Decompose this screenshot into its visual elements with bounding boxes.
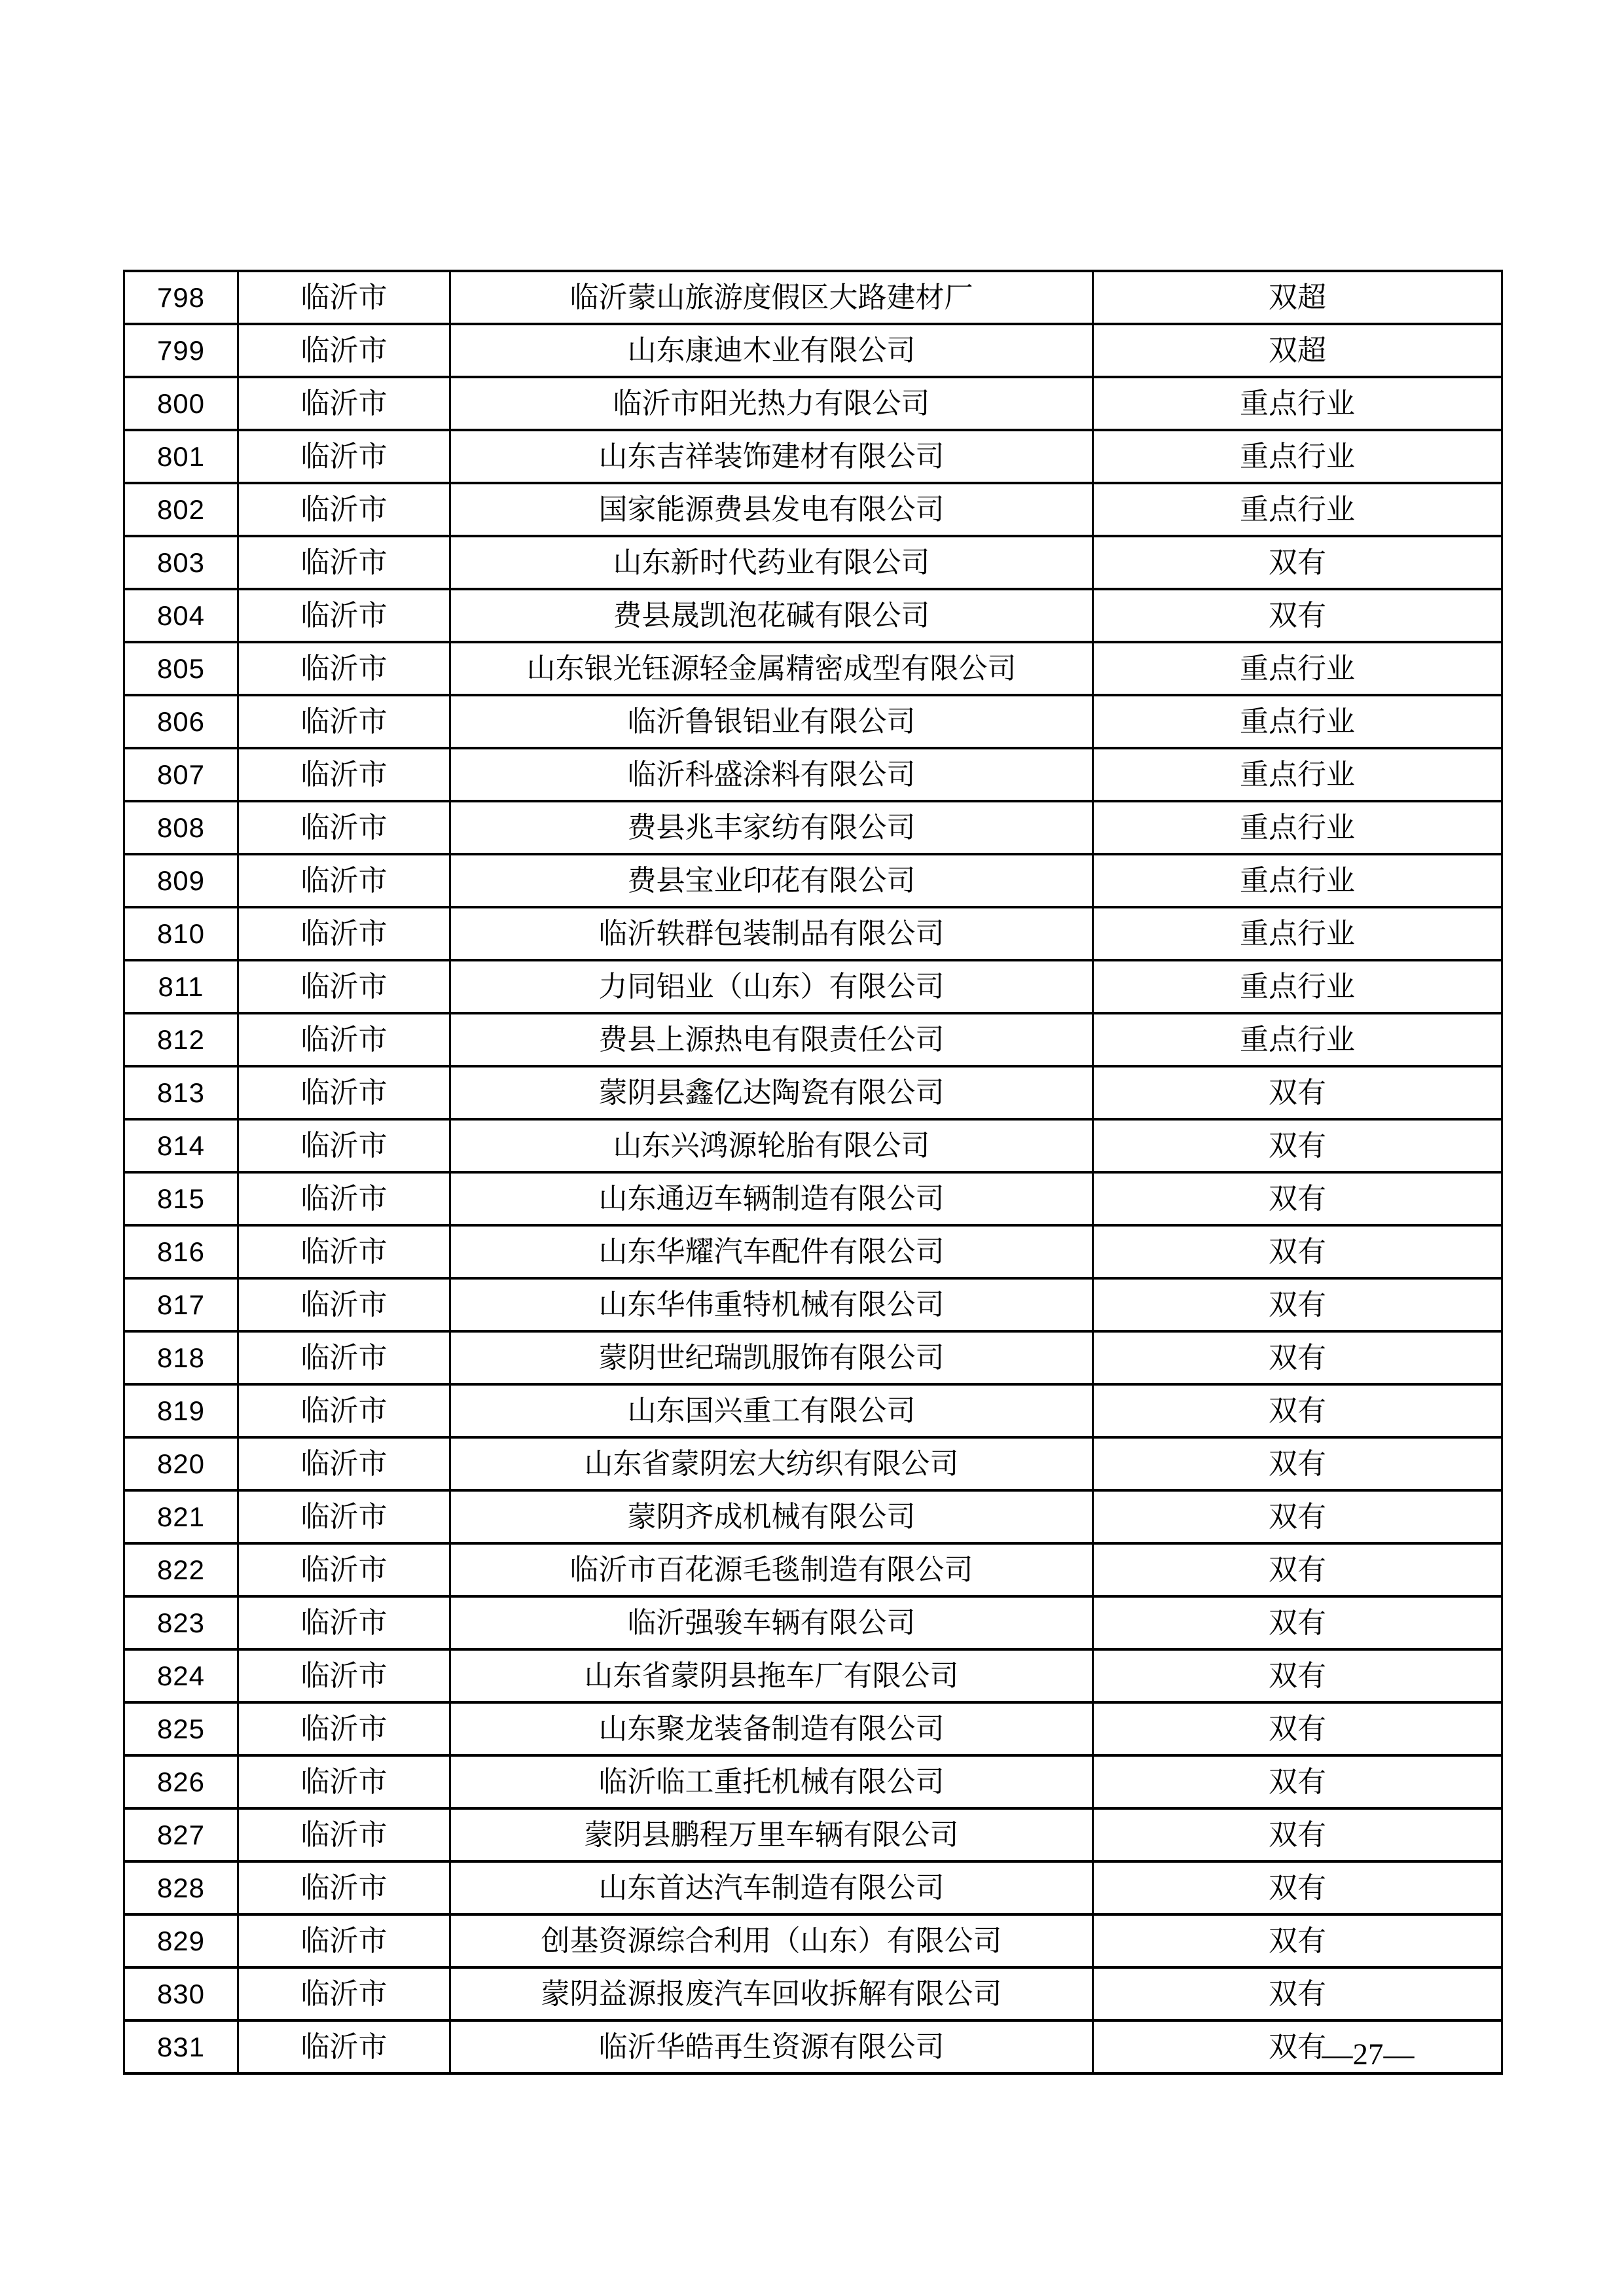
row-number-cell: 821 xyxy=(124,1490,238,1543)
city-cell: 临沂市 xyxy=(238,907,450,960)
row-number-cell: 798 xyxy=(124,271,238,324)
company-name-cell: 国家能源费县发电有限公司 xyxy=(450,483,1093,536)
category-cell: 双有 xyxy=(1093,1172,1502,1225)
table-row xyxy=(124,1649,1502,1702)
city-cell: 临沂市 xyxy=(238,377,450,430)
city-cell: 临沂市 xyxy=(238,536,450,589)
company-table-body xyxy=(124,271,1502,2073)
row-number-cell: 830 xyxy=(124,1967,238,2020)
row-number-cell: 817 xyxy=(124,1278,238,1331)
category-cell: 双有 xyxy=(1093,1543,1502,1596)
table-row xyxy=(124,324,1502,377)
company-name-cell: 山东华耀汽车配件有限公司 xyxy=(450,1225,1093,1278)
table-row xyxy=(124,1119,1502,1172)
city-cell: 临沂市 xyxy=(238,1596,450,1649)
row-number-cell: 815 xyxy=(124,1172,238,1225)
company-name-cell: 临沂鲁银铝业有限公司 xyxy=(450,695,1093,748)
city-cell: 临沂市 xyxy=(238,1702,450,1755)
city-cell: 临沂市 xyxy=(238,1278,450,1331)
row-number-cell: 814 xyxy=(124,1119,238,1172)
company-name-cell: 山东新时代药业有限公司 xyxy=(450,536,1093,589)
row-number-cell: 831 xyxy=(124,2020,238,2073)
company-name-cell: 临沂科盛涂料有限公司 xyxy=(450,748,1093,801)
city-cell: 临沂市 xyxy=(238,483,450,536)
category-cell: 双有 xyxy=(1093,1225,1502,1278)
row-number-cell: 804 xyxy=(124,589,238,642)
company-name-cell: 费县宝业印花有限公司 xyxy=(450,854,1093,907)
category-cell: 双有 xyxy=(1093,1384,1502,1437)
city-cell: 临沂市 xyxy=(238,1013,450,1066)
row-number-cell: 824 xyxy=(124,1649,238,1702)
table-row xyxy=(124,271,1502,324)
company-name-cell: 山东兴鸿源轮胎有限公司 xyxy=(450,1119,1093,1172)
company-name-cell: 蒙阴益源报废汽车回收拆解有限公司 xyxy=(450,1967,1093,2020)
table-row xyxy=(124,483,1502,536)
category-cell: 重点行业 xyxy=(1093,695,1502,748)
city-cell: 临沂市 xyxy=(238,1384,450,1437)
category-cell: 重点行业 xyxy=(1093,1013,1502,1066)
category-cell: 双超 xyxy=(1093,324,1502,377)
category-cell: 重点行业 xyxy=(1093,642,1502,695)
category-cell: 双有 xyxy=(1093,1808,1502,1861)
city-cell: 临沂市 xyxy=(238,324,450,377)
company-name-cell: 山东首达汽车制造有限公司 xyxy=(450,1861,1093,1914)
row-number-cell: 822 xyxy=(124,1543,238,1596)
company-name-cell: 山东省蒙阴县拖车厂有限公司 xyxy=(450,1649,1093,1702)
category-cell: 重点行业 xyxy=(1093,483,1502,536)
row-number-cell: 823 xyxy=(124,1596,238,1649)
table-row xyxy=(124,642,1502,695)
table-row xyxy=(124,1596,1502,1649)
category-cell: 双有 xyxy=(1093,1649,1502,1702)
row-number-cell: 806 xyxy=(124,695,238,748)
company-name-cell: 蒙阴齐成机械有限公司 xyxy=(450,1490,1093,1543)
company-name-cell: 山东康迪木业有限公司 xyxy=(450,324,1093,377)
city-cell: 临沂市 xyxy=(238,430,450,483)
table-row xyxy=(124,1861,1502,1914)
company-name-cell: 费县兆丰家纺有限公司 xyxy=(450,801,1093,854)
category-cell: 重点行业 xyxy=(1093,430,1502,483)
city-cell: 临沂市 xyxy=(238,589,450,642)
category-cell: 双有 xyxy=(1093,1119,1502,1172)
table-row xyxy=(124,801,1502,854)
category-cell: 重点行业 xyxy=(1093,748,1502,801)
table-row xyxy=(124,1755,1502,1808)
row-number-cell: 809 xyxy=(124,854,238,907)
table-row xyxy=(124,1490,1502,1543)
category-cell: 重点行业 xyxy=(1093,854,1502,907)
city-cell: 临沂市 xyxy=(238,1119,450,1172)
company-name-cell: 费县上源热电有限责任公司 xyxy=(450,1013,1093,1066)
table-row xyxy=(124,1543,1502,1596)
category-cell: 双有 xyxy=(1093,536,1502,589)
row-number-cell: 819 xyxy=(124,1384,238,1437)
city-cell: 临沂市 xyxy=(238,1967,450,2020)
table-row xyxy=(124,695,1502,748)
table-row xyxy=(124,536,1502,589)
category-cell: 双有 xyxy=(1093,1755,1502,1808)
city-cell: 临沂市 xyxy=(238,1172,450,1225)
category-cell: 双有 xyxy=(1093,1331,1502,1384)
table-row xyxy=(124,1013,1502,1066)
category-cell: 重点行业 xyxy=(1093,377,1502,430)
row-number-cell: 829 xyxy=(124,1914,238,1967)
row-number-cell: 800 xyxy=(124,377,238,430)
city-cell: 临沂市 xyxy=(238,1066,450,1119)
company-name-cell: 山东银光钰源轻金属精密成型有限公司 xyxy=(450,642,1093,695)
city-cell: 临沂市 xyxy=(238,271,450,324)
category-cell: 双有 xyxy=(1093,1702,1502,1755)
table-row xyxy=(124,1225,1502,1278)
row-number-cell: 818 xyxy=(124,1331,238,1384)
company-name-cell: 费县晟凯泡花碱有限公司 xyxy=(450,589,1093,642)
row-number-cell: 826 xyxy=(124,1755,238,1808)
table-row xyxy=(124,1967,1502,2020)
category-cell: 双有 xyxy=(1093,1437,1502,1490)
company-name-cell: 山东省蒙阴宏大纺织有限公司 xyxy=(450,1437,1093,1490)
table-row xyxy=(124,854,1502,907)
row-number-cell: 827 xyxy=(124,1808,238,1861)
city-cell: 临沂市 xyxy=(238,748,450,801)
city-cell: 临沂市 xyxy=(238,1225,450,1278)
category-cell: 双有 xyxy=(1093,1914,1502,1967)
table-row xyxy=(124,960,1502,1013)
category-cell: 重点行业 xyxy=(1093,907,1502,960)
table-row xyxy=(124,1914,1502,1967)
table-row xyxy=(124,589,1502,642)
table-row xyxy=(124,748,1502,801)
company-name-cell: 蒙阴县鹏程万里车辆有限公司 xyxy=(450,1808,1093,1861)
company-name-cell: 蒙阴县鑫亿达陶瓷有限公司 xyxy=(450,1066,1093,1119)
category-cell: 重点行业 xyxy=(1093,960,1502,1013)
row-number-cell: 799 xyxy=(124,324,238,377)
city-cell: 临沂市 xyxy=(238,1437,450,1490)
city-cell: 临沂市 xyxy=(238,1490,450,1543)
row-number-cell: 805 xyxy=(124,642,238,695)
category-cell: 双有 xyxy=(1093,2020,1502,2073)
page-number: —27— xyxy=(1322,2037,1415,2072)
table-row xyxy=(124,1384,1502,1437)
city-cell: 临沂市 xyxy=(238,1331,450,1384)
company-name-cell: 临沂强骏车辆有限公司 xyxy=(450,1596,1093,1649)
city-cell: 临沂市 xyxy=(238,1861,450,1914)
company-name-cell: 临沂市阳光热力有限公司 xyxy=(450,377,1093,430)
table-row xyxy=(124,2020,1502,2073)
company-name-cell: 蒙阴世纪瑞凯服饰有限公司 xyxy=(450,1331,1093,1384)
row-number-cell: 801 xyxy=(124,430,238,483)
category-cell: 双有 xyxy=(1093,1490,1502,1543)
city-cell: 临沂市 xyxy=(238,2020,450,2073)
table-row xyxy=(124,1702,1502,1755)
city-cell: 临沂市 xyxy=(238,1755,450,1808)
company-name-cell: 临沂轶群包装制品有限公司 xyxy=(450,907,1093,960)
city-cell: 临沂市 xyxy=(238,642,450,695)
row-number-cell: 802 xyxy=(124,483,238,536)
city-cell: 临沂市 xyxy=(238,854,450,907)
company-name-cell: 创基资源综合利用（山东）有限公司 xyxy=(450,1914,1093,1967)
table-row xyxy=(124,1278,1502,1331)
row-number-cell: 813 xyxy=(124,1066,238,1119)
company-name-cell: 临沂市百花源毛毯制造有限公司 xyxy=(450,1543,1093,1596)
category-cell: 双有 xyxy=(1093,589,1502,642)
city-cell: 临沂市 xyxy=(238,960,450,1013)
table-row xyxy=(124,1437,1502,1490)
city-cell: 临沂市 xyxy=(238,1649,450,1702)
row-number-cell: 808 xyxy=(124,801,238,854)
company-name-cell: 山东聚龙装备制造有限公司 xyxy=(450,1702,1093,1755)
city-cell: 临沂市 xyxy=(238,1808,450,1861)
table-row xyxy=(124,1331,1502,1384)
category-cell: 双超 xyxy=(1093,271,1502,324)
row-number-cell: 816 xyxy=(124,1225,238,1278)
city-cell: 临沂市 xyxy=(238,1914,450,1967)
row-number-cell: 825 xyxy=(124,1702,238,1755)
table-row xyxy=(124,1066,1502,1119)
category-cell: 双有 xyxy=(1093,1278,1502,1331)
city-cell: 临沂市 xyxy=(238,1543,450,1596)
row-number-cell: 803 xyxy=(124,536,238,589)
table-row xyxy=(124,430,1502,483)
company-name-cell: 山东国兴重工有限公司 xyxy=(450,1384,1093,1437)
row-number-cell: 810 xyxy=(124,907,238,960)
row-number-cell: 812 xyxy=(124,1013,238,1066)
company-name-cell: 力同铝业（山东）有限公司 xyxy=(450,960,1093,1013)
category-cell: 双有 xyxy=(1093,1861,1502,1914)
company-list-table xyxy=(123,270,1503,2075)
company-name-cell: 临沂临工重托机械有限公司 xyxy=(450,1755,1093,1808)
company-name-cell: 山东华伟重特机械有限公司 xyxy=(450,1278,1093,1331)
category-cell: 重点行业 xyxy=(1093,801,1502,854)
table-row xyxy=(124,907,1502,960)
row-number-cell: 820 xyxy=(124,1437,238,1490)
table-row xyxy=(124,1808,1502,1861)
company-name-cell: 临沂华皓再生资源有限公司 xyxy=(450,2020,1093,2073)
city-cell: 临沂市 xyxy=(238,801,450,854)
company-name-cell: 山东吉祥装饰建材有限公司 xyxy=(450,430,1093,483)
company-name-cell: 临沂蒙山旅游度假区大路建材厂 xyxy=(450,271,1093,324)
category-cell: 双有 xyxy=(1093,1066,1502,1119)
table-row xyxy=(124,377,1502,430)
row-number-cell: 807 xyxy=(124,748,238,801)
row-number-cell: 828 xyxy=(124,1861,238,1914)
category-cell: 双有 xyxy=(1093,1596,1502,1649)
company-name-cell: 山东通迈车辆制造有限公司 xyxy=(450,1172,1093,1225)
city-cell: 临沂市 xyxy=(238,695,450,748)
category-cell: 双有 xyxy=(1093,1967,1502,2020)
row-number-cell: 811 xyxy=(124,960,238,1013)
table-row xyxy=(124,1172,1502,1225)
